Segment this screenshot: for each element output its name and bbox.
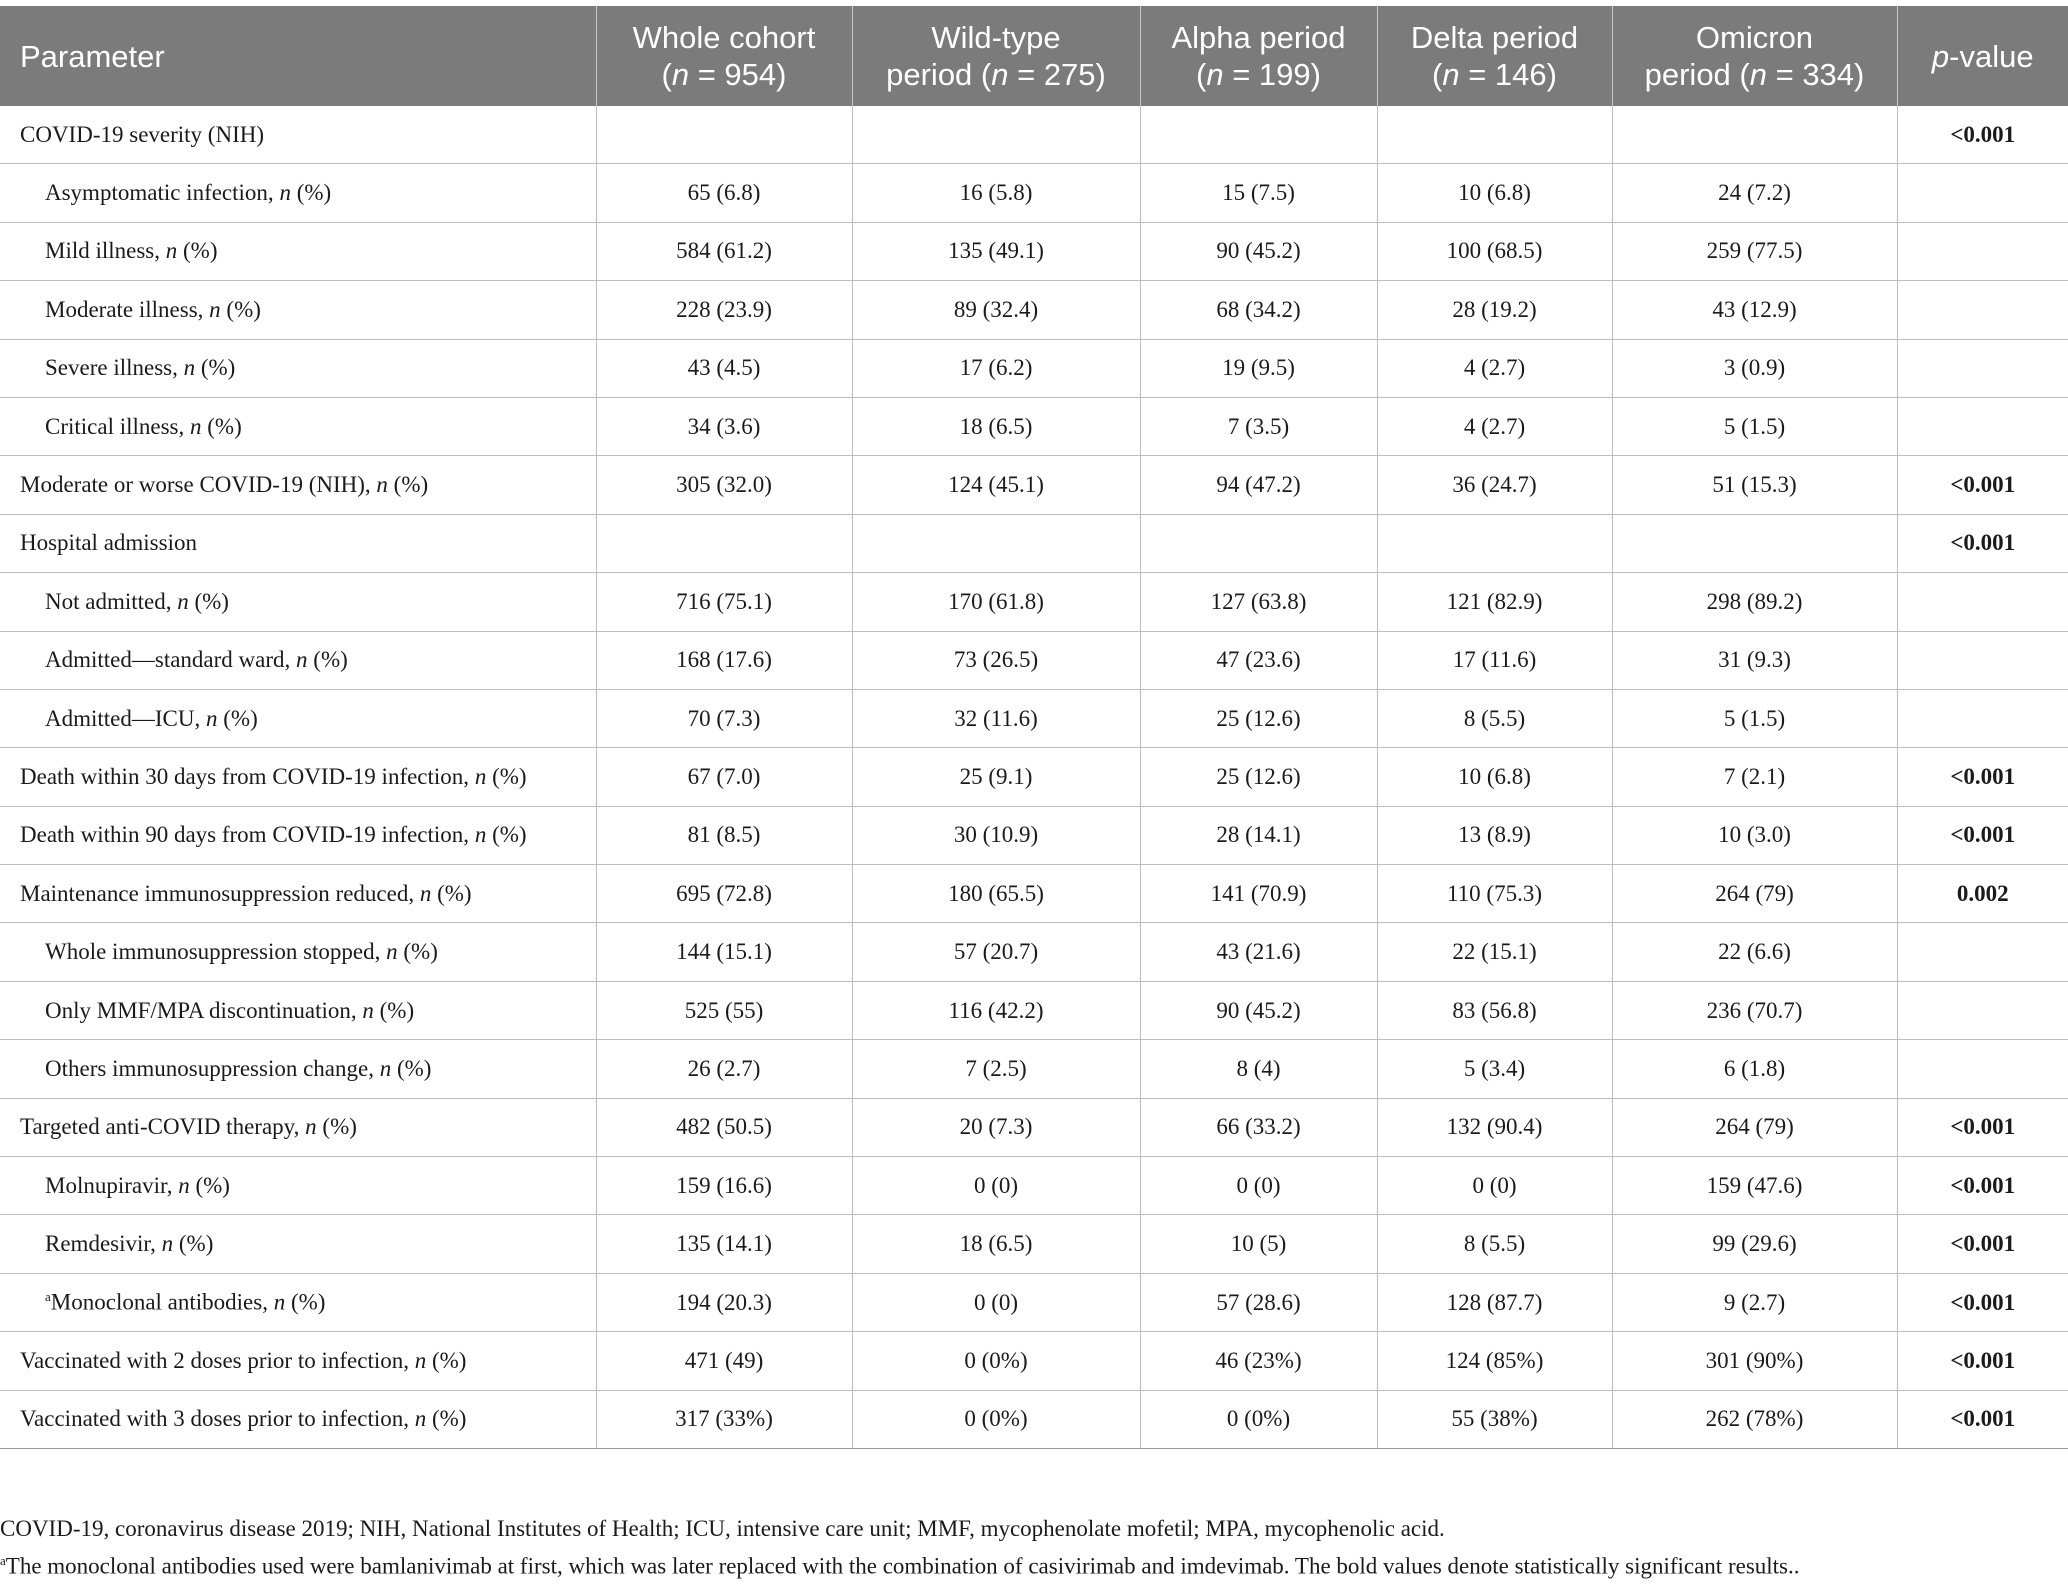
cell-value: 70 (7.3) (596, 689, 852, 747)
header-alpha-line1: Alpha period (1171, 20, 1346, 55)
p-value-cell: <0.001 (1897, 514, 2068, 572)
p-value-cell: <0.001 (1897, 1273, 2068, 1331)
header-wild-type-line1: Wild-type (931, 20, 1061, 55)
p-value-cell (1897, 222, 2068, 280)
cell-value: 3 (0.9) (1612, 339, 1897, 397)
p-value-cell (1897, 923, 2068, 981)
cell-value (1140, 514, 1377, 572)
table-row (0, 1390, 2068, 1448)
p-value-cell: <0.001 (1897, 1215, 2068, 1273)
cell-value: 24 (7.2) (1612, 164, 1897, 222)
table-row (0, 514, 2068, 572)
table-row (0, 1273, 2068, 1331)
cell-value: 67 (7.0) (596, 748, 852, 806)
cell-value: 15 (7.5) (1140, 164, 1377, 222)
cell-value: 127 (63.8) (1140, 573, 1377, 631)
cell-value: 0 (0%) (1140, 1390, 1377, 1448)
header-whole-cohort (596, 6, 852, 106)
cell-value: 18 (6.5) (852, 1215, 1140, 1273)
row-label: Not admitted, n (%) (0, 573, 596, 631)
header-omicron-line1: Omicron (1695, 20, 1814, 55)
cell-value: 135 (14.1) (596, 1215, 852, 1273)
table-row (0, 748, 2068, 806)
table-row (0, 806, 2068, 864)
cell-value: 83 (56.8) (1377, 981, 1612, 1039)
cell-value (1612, 514, 1897, 572)
cell-value: 128 (87.7) (1377, 1273, 1612, 1331)
table-row (0, 456, 2068, 514)
cell-value: 30 (10.9) (852, 806, 1140, 864)
cell-value (852, 514, 1140, 572)
cell-value: 25 (12.6) (1140, 689, 1377, 747)
results-table-container (0, 6, 2068, 1449)
table-row (0, 689, 2068, 747)
cell-value: 7 (2.5) (852, 1040, 1140, 1098)
cell-value: 57 (28.6) (1140, 1273, 1377, 1331)
table-row (0, 281, 2068, 339)
row-label: Mild illness, n (%) (0, 222, 596, 280)
cell-value: 5 (1.5) (1612, 397, 1897, 455)
cell-value: 301 (90%) (1612, 1332, 1897, 1390)
cell-value: 141 (70.9) (1140, 865, 1377, 923)
p-value-cell (1897, 981, 2068, 1039)
cell-value: 159 (47.6) (1612, 1157, 1897, 1215)
table-row (0, 1040, 2068, 1098)
cell-value: 19 (9.5) (1140, 339, 1377, 397)
header-wild-type-line2: period (n = 275) (886, 57, 1106, 92)
cell-value: 100 (68.5) (1377, 222, 1612, 280)
cell-value: 716 (75.1) (596, 573, 852, 631)
p-value-cell: <0.001 (1897, 106, 2068, 164)
table-row (0, 164, 2068, 222)
row-label: Others immunosuppression change, n (%) (0, 1040, 596, 1098)
cell-value: 25 (12.6) (1140, 748, 1377, 806)
cell-value: 13 (8.9) (1377, 806, 1612, 864)
cell-value: 26 (2.7) (596, 1040, 852, 1098)
cell-value: 66 (33.2) (1140, 1098, 1377, 1156)
cell-value: 236 (70.7) (1612, 981, 1897, 1039)
p-value-cell: <0.001 (1897, 806, 2068, 864)
cell-value: 10 (6.8) (1377, 164, 1612, 222)
table-row (0, 106, 2068, 164)
p-value-cell: <0.001 (1897, 456, 2068, 514)
cell-value: 8 (5.5) (1377, 689, 1612, 747)
p-value-cell: <0.001 (1897, 1098, 2068, 1156)
row-label: Death within 90 days from COVID-19 infection, n (%) (0, 806, 596, 864)
cell-value: 20 (7.3) (852, 1098, 1140, 1156)
footnote-marker: a (0, 1553, 6, 1568)
cell-value: 121 (82.9) (1377, 573, 1612, 631)
cell-value: 298 (89.2) (1612, 573, 1897, 631)
cell-value: 47 (23.6) (1140, 631, 1377, 689)
cell-value: 7 (2.1) (1612, 748, 1897, 806)
cell-value: 55 (38%) (1377, 1390, 1612, 1448)
header-delta-line2: (n = 146) (1432, 57, 1557, 92)
cell-value: 99 (29.6) (1612, 1215, 1897, 1273)
header-delta (1377, 6, 1612, 106)
cell-value: 46 (23%) (1140, 1332, 1377, 1390)
p-value-cell (1897, 631, 2068, 689)
cell-value: 124 (85%) (1377, 1332, 1612, 1390)
header-alpha (1140, 6, 1377, 106)
row-label: Moderate illness, n (%) (0, 281, 596, 339)
header-p-value-line1: p-value (1931, 38, 2034, 74)
cell-value: 0 (0) (1377, 1157, 1612, 1215)
cell-value: 10 (5) (1140, 1215, 1377, 1273)
footnote-note-text: The monoclonal antibodies used were bamlanivimab at first, which was later replaced with the combination of casivirimab and imdevimab. The bold values denote statistically significant results.. (5, 1553, 1800, 1579)
row-label: COVID-19 severity (NIH) (0, 106, 596, 164)
cell-value: 16 (5.8) (852, 164, 1140, 222)
table-row (0, 981, 2068, 1039)
cell-value: 81 (8.5) (596, 806, 852, 864)
p-value-cell (1897, 164, 2068, 222)
cell-value: 124 (45.1) (852, 456, 1140, 514)
cell-value: 65 (6.8) (596, 164, 852, 222)
p-value-cell (1897, 573, 2068, 631)
table-row (0, 865, 2068, 923)
cell-value: 259 (77.5) (1612, 222, 1897, 280)
row-label: Asymptomatic infection, n (%) (0, 164, 596, 222)
row-label: Critical illness, n (%) (0, 397, 596, 455)
cell-value: 43 (21.6) (1140, 923, 1377, 981)
p-value-cell: <0.001 (1897, 748, 2068, 806)
table-row (0, 1157, 2068, 1215)
row-label: Admitted—ICU, n (%) (0, 689, 596, 747)
p-value-cell: <0.001 (1897, 1332, 2068, 1390)
cell-value: 32 (11.6) (852, 689, 1140, 747)
row-label: Hospital admission (0, 514, 596, 572)
cell-value: 6 (1.8) (1612, 1040, 1897, 1098)
header-omicron (1612, 6, 1897, 106)
cell-value: 135 (49.1) (852, 222, 1140, 280)
cell-value: 17 (6.2) (852, 339, 1140, 397)
row-label: Maintenance immunosuppression reduced, n (%) (0, 865, 596, 923)
row-label: Molnupiravir, n (%) (0, 1157, 596, 1215)
cell-value: 89 (32.4) (852, 281, 1140, 339)
cell-value (596, 106, 852, 164)
cell-value: 68 (34.2) (1140, 281, 1377, 339)
cell-value: 695 (72.8) (596, 865, 852, 923)
cell-value: 264 (79) (1612, 1098, 1897, 1156)
cell-value: 25 (9.1) (852, 748, 1140, 806)
cell-value: 43 (12.9) (1612, 281, 1897, 339)
cell-value: 28 (14.1) (1140, 806, 1377, 864)
cell-value: 51 (15.3) (1612, 456, 1897, 514)
header-delta-line1: Delta period (1410, 20, 1579, 55)
cell-value: 228 (23.9) (596, 281, 852, 339)
cell-value: 22 (15.1) (1377, 923, 1612, 981)
row-label: Targeted anti-COVID therapy, n (%) (0, 1098, 596, 1156)
cell-value: 5 (3.4) (1377, 1040, 1612, 1098)
table-row (0, 1332, 2068, 1390)
footnote-abbreviations-text: COVID-19, coronavirus disease 2019; NIH, National Institutes of Health; ICU, intensive care unit; MMF, mycophenolate mofetil; MPA, mycophenolic acid. (0, 1516, 1445, 1541)
cell-value: 180 (65.5) (852, 865, 1140, 923)
cell-value: 9 (2.7) (1612, 1273, 1897, 1331)
cell-value: 4 (2.7) (1377, 397, 1612, 455)
cell-value: 132 (90.4) (1377, 1098, 1612, 1156)
footnote-abbreviations (0, 1516, 2068, 1542)
header-whole-cohort-line2: (n = 954) (661, 57, 787, 92)
cell-value: 305 (32.0) (596, 456, 852, 514)
cell-value: 5 (1.5) (1612, 689, 1897, 747)
cell-value: 22 (6.6) (1612, 923, 1897, 981)
table-row (0, 1098, 2068, 1156)
cell-value: 8 (5.5) (1377, 1215, 1612, 1273)
cell-value: 36 (24.7) (1377, 456, 1612, 514)
cell-value: 317 (33%) (596, 1390, 852, 1448)
cell-value: 17 (11.6) (1377, 631, 1612, 689)
row-label: $^a$Monoclonal antibodies, n (%) (0, 1273, 596, 1331)
cell-value: 262 (78%) (1612, 1390, 1897, 1448)
header-wild-type (852, 6, 1140, 106)
table-row (0, 573, 2068, 631)
table-row (0, 397, 2068, 455)
cell-value: 18 (6.5) (852, 397, 1140, 455)
cell-value: 159 (16.6) (596, 1157, 852, 1215)
cell-value: 57 (20.7) (852, 923, 1140, 981)
cell-value: 584 (61.2) (596, 222, 852, 280)
results-table (0, 6, 2068, 1449)
cell-value (596, 514, 852, 572)
cell-value: 90 (45.2) (1140, 222, 1377, 280)
cell-value: 34 (3.6) (596, 397, 852, 455)
cell-value: 116 (42.2) (852, 981, 1140, 1039)
cell-value: 43 (4.5) (596, 339, 852, 397)
p-value-cell (1897, 281, 2068, 339)
p-value-cell: <0.001 (1897, 1157, 2068, 1215)
cell-value: 110 (75.3) (1377, 865, 1612, 923)
table-row (0, 339, 2068, 397)
row-label: Moderate or worse COVID-19 (NIH), n (%) (0, 456, 596, 514)
table-body (0, 106, 2068, 1448)
row-label: Vaccinated with 3 doses prior to infection, n (%) (0, 1390, 596, 1448)
cell-value (1377, 106, 1612, 164)
cell-value: 0 (0%) (852, 1390, 1140, 1448)
table-header-row (0, 6, 2068, 106)
p-value-cell (1897, 689, 2068, 747)
table-row (0, 923, 2068, 981)
row-label: Death within 30 days from COVID-19 infection, n (%) (0, 748, 596, 806)
cell-value: 90 (45.2) (1140, 981, 1377, 1039)
table-row (0, 1215, 2068, 1273)
header-parameter (0, 6, 596, 106)
cell-value (1140, 106, 1377, 164)
cell-value: 73 (26.5) (852, 631, 1140, 689)
cell-value: 8 (4) (1140, 1040, 1377, 1098)
p-value-cell: 0.002 (1897, 865, 2068, 923)
row-label: Severe illness, n (%) (0, 339, 596, 397)
cell-value: 0 (0%) (852, 1332, 1140, 1390)
cell-value: 0 (0) (852, 1157, 1140, 1215)
cell-value: 7 (3.5) (1140, 397, 1377, 455)
header-alpha-line2: (n = 199) (1196, 57, 1321, 92)
cell-value: 525 (55) (596, 981, 852, 1039)
cell-value (852, 106, 1140, 164)
cell-value: 482 (50.5) (596, 1098, 852, 1156)
header-parameter-line1: Parameter (20, 38, 165, 74)
p-value-cell: <0.001 (1897, 1390, 2068, 1448)
cell-value: 168 (17.6) (596, 631, 852, 689)
header-omicron-line2: period (n = 334) (1644, 57, 1865, 92)
table-row (0, 631, 2068, 689)
cell-value: 10 (3.0) (1612, 806, 1897, 864)
p-value-cell (1897, 397, 2068, 455)
row-label: Whole immunosuppression stopped, n (%) (0, 923, 596, 981)
cell-value: 0 (0) (852, 1273, 1140, 1331)
header-whole-cohort-line1: Whole cohort (632, 20, 816, 55)
cell-value: 4 (2.7) (1377, 339, 1612, 397)
cell-value: 94 (47.2) (1140, 456, 1377, 514)
footnote-note (0, 1553, 2068, 1580)
cell-value: 194 (20.3) (596, 1273, 852, 1331)
p-value-cell (1897, 1040, 2068, 1098)
cell-value: 10 (6.8) (1377, 748, 1612, 806)
row-label: Remdesivir, n (%) (0, 1215, 596, 1273)
cell-value: 0 (0) (1140, 1157, 1377, 1215)
cell-value: 264 (79) (1612, 865, 1897, 923)
cell-value (1377, 514, 1612, 572)
cell-value: 471 (49) (596, 1332, 852, 1390)
cell-value: 28 (19.2) (1377, 281, 1612, 339)
cell-value: 144 (15.1) (596, 923, 852, 981)
header-p-value (1897, 6, 2068, 106)
cell-value (1612, 106, 1897, 164)
table-row (0, 222, 2068, 280)
row-label: Only MMF/MPA discontinuation, n (%) (0, 981, 596, 1039)
row-label: Vaccinated with 2 doses prior to infection, n (%) (0, 1332, 596, 1390)
cell-value: 170 (61.8) (852, 573, 1140, 631)
cell-value: 31 (9.3) (1612, 631, 1897, 689)
p-value-cell (1897, 339, 2068, 397)
row-label: Admitted—standard ward, n (%) (0, 631, 596, 689)
